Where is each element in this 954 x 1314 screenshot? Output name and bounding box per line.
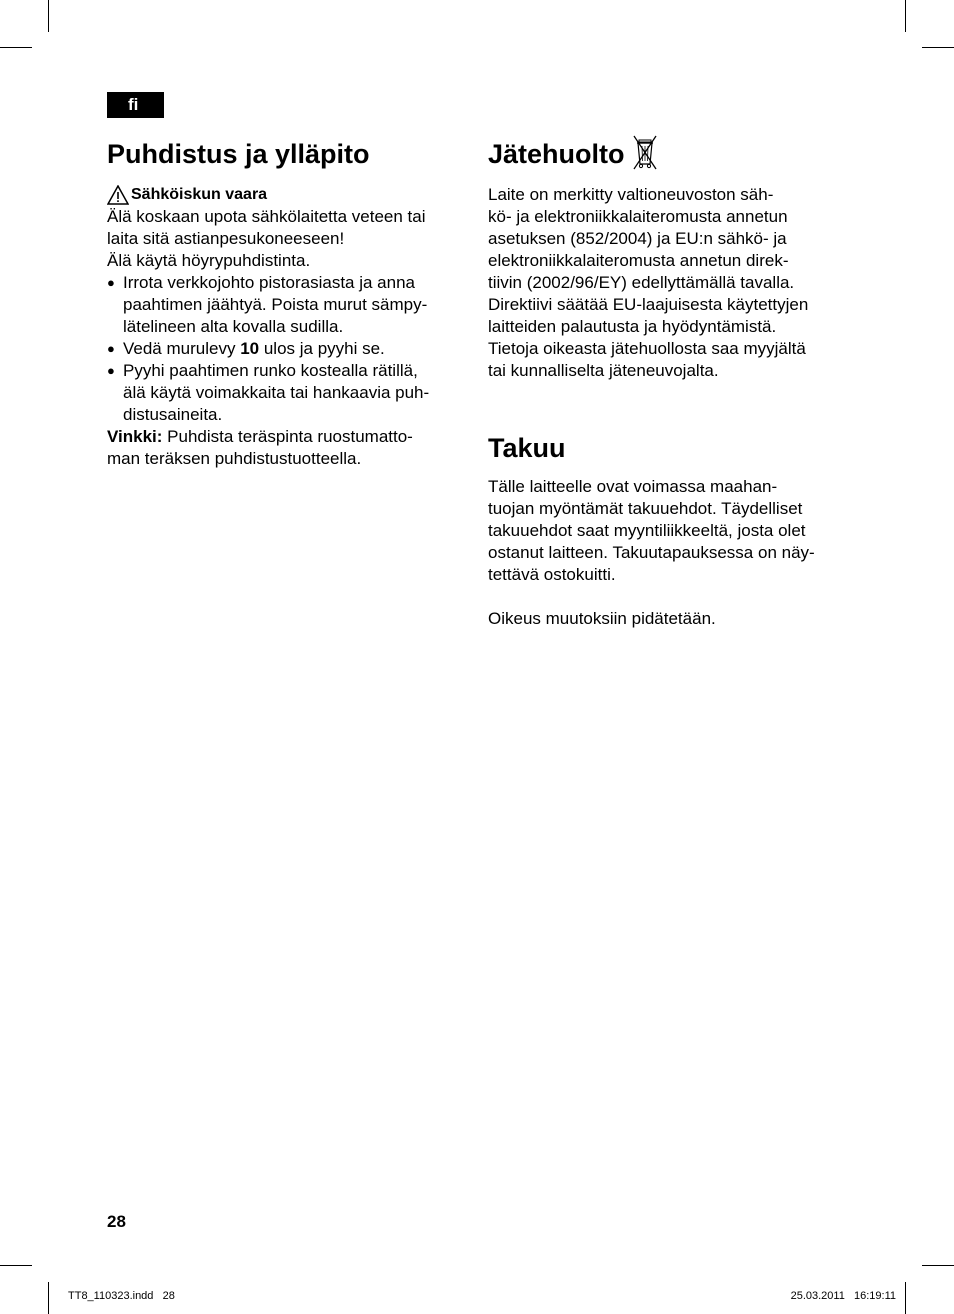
warranty-line: Tälle laitteelle ovat voimassa maahan-	[488, 477, 778, 496]
crop-mark	[905, 1282, 906, 1314]
crop-mark	[905, 0, 906, 32]
bullet-line: älä käytä voimakkaita tai hankaavia puh-	[123, 383, 430, 402]
crop-mark	[48, 1282, 49, 1314]
bullet-text: ulos ja pyyhi se.	[259, 339, 385, 358]
bullet-line: paahtimen jäähtyä. Poista murut sämpy-	[123, 295, 428, 314]
rights-reserved: Oikeus muutoksiin pidätetään.	[488, 609, 716, 628]
language-tab: fi	[107, 92, 164, 118]
disposal-line: Direktiivi säätää EU-laajuisesta käytettyjen	[488, 295, 809, 314]
disposal-line: elektroniikkalaiteromusta annetun direk-	[488, 251, 789, 270]
bullet-text: Vedä murulevy	[123, 339, 241, 358]
intro-line: laita sitä astianpesukoneeseen!	[107, 229, 345, 248]
crop-mark	[922, 47, 954, 48]
part-number: 10	[240, 339, 260, 358]
warranty-line: tuojan myöntämät takuuehdot. Täydelliset	[488, 499, 803, 518]
warranty-line: tettävä ostokuitti.	[488, 565, 616, 584]
bullet-line: Pyyhi paahtimen runko kostealla rätillä,	[123, 361, 418, 380]
cleaning-section	[107, 134, 459, 470]
page-number: 28	[107, 1212, 126, 1231]
tip-label: Vinkki:	[107, 427, 163, 446]
intro-line: Älä käytä höyrypuhdistinta.	[107, 251, 311, 270]
warranty-text	[488, 476, 848, 586]
warranty-title: Takuu	[488, 433, 566, 463]
list-item	[107, 272, 459, 338]
footer-file-info: TT8_110323.indd 28	[68, 1290, 175, 1302]
warranty-line: ostanut laitteen. Takuutapauksessa on näy-	[488, 543, 815, 562]
crossed-out-bin-icon	[631, 134, 659, 172]
disposal-text	[488, 184, 848, 382]
intro-line: Älä koskaan upota sähkölaitetta veteen tai	[107, 207, 426, 226]
crop-mark	[0, 47, 32, 48]
footer-timestamp: 25.03.2011 16:19:11	[790, 1290, 896, 1302]
cleaning-title: Puhdistus ja ylläpito	[107, 139, 370, 169]
bullet-line: Irrota verkkojohto pistorasiasta ja anna	[123, 273, 415, 292]
disposal-title: Jätehuolto	[488, 139, 625, 169]
disposal-line: tai kunnalliselta jäteneuvojalta.	[488, 361, 719, 380]
cleaning-steps	[107, 272, 459, 426]
tip	[107, 426, 459, 470]
warning-title: Sähköiskun vaara	[131, 186, 268, 203]
disposal-section	[488, 134, 848, 630]
disposal-line: kö- ja elektroniikkalaiteromusta annetun	[488, 207, 788, 226]
crop-mark	[0, 1265, 32, 1266]
disposal-line: Laite on merkitty valtioneuvoston säh-	[488, 185, 774, 204]
list-item	[107, 338, 459, 360]
tip-text: Puhdista teräspinta ruostumatto-	[162, 427, 413, 446]
crop-mark	[48, 0, 49, 32]
disposal-line: tiivin (2002/96/EY) edellyttämällä tavalla.	[488, 273, 795, 292]
warning-heading	[107, 184, 459, 206]
warranty-line: takuuehdot saat myyntiliikkeeltä, josta olet	[488, 521, 806, 540]
warning-triangle-icon	[107, 185, 129, 205]
crop-mark	[922, 1265, 954, 1266]
disposal-line: laitteiden palautusta ja hyödyntämistä.	[488, 317, 777, 336]
list-item	[107, 360, 459, 426]
disposal-line: Tietoja oikeasta jätehuollosta saa myyjältä	[488, 339, 806, 358]
bullet-line: lätelineen alta kovalla sudilla.	[123, 317, 344, 336]
disposal-line: asetuksen (852/2004) ja EU:n sähkö- ja	[488, 229, 787, 248]
bullet-line: distusaineita.	[123, 405, 223, 424]
disposal-heading	[488, 134, 848, 174]
tip-text: man teräksen puhdistustuotteella.	[107, 449, 362, 468]
